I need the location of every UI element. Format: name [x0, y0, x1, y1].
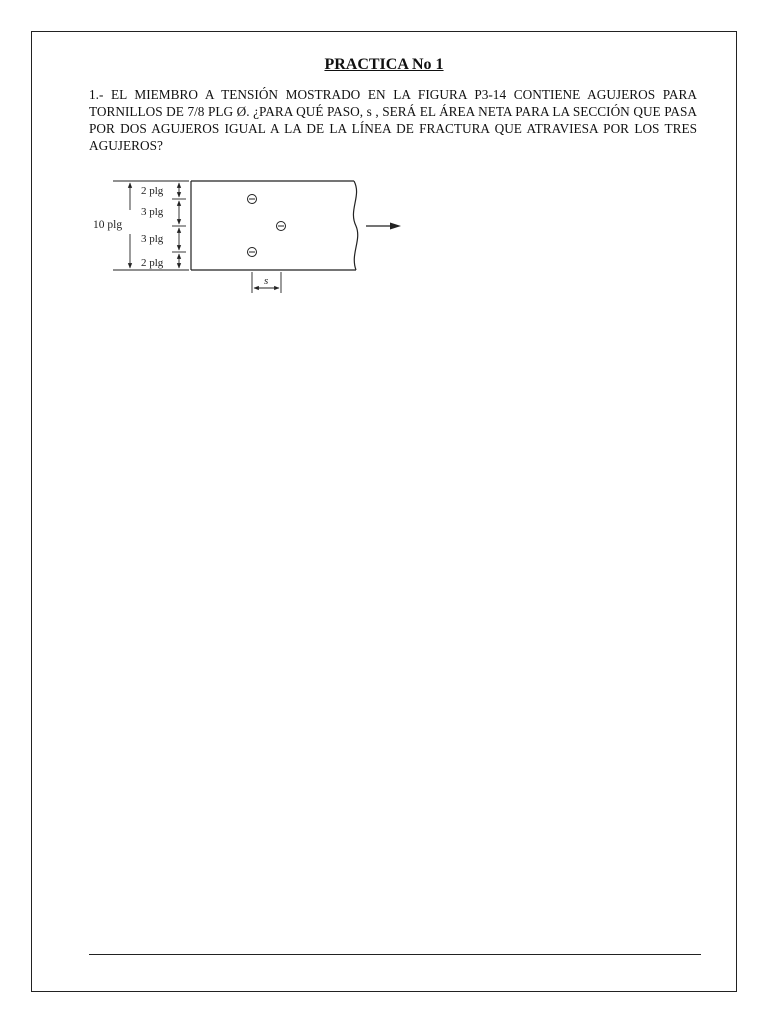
spacing-label: 3 plg [141, 233, 164, 245]
page-title: PRACTICA No 1 [324, 56, 444, 73]
spacing-label: 3 plg [141, 206, 164, 218]
tension-arrow [366, 223, 401, 230]
bolt-hole [248, 195, 257, 204]
problem-statement: 1.- EL MIEMBRO A TENSIÓN MOSTRADO EN LA FIGURA P3-14 CONTIENE AGUJEROS PARA TORNILLOS DE 7/8 PLG Ø. ¿PARA QUÉ PASO, s , SERÁ EL ÁREA NETA PARA LA SECCIÓN QUE PASA POR DOS AGUJEROS IGUAL A LA DE LA LÍNEA DE FRACTURA QUE ATRAVIESA POR LOS TRES AGUJEROS? [89, 87, 697, 153]
footer-rule [89, 954, 701, 955]
spacing-dimensions [172, 183, 186, 268]
spacing-label: 2 plg [141, 257, 164, 269]
bolt-hole [277, 222, 286, 231]
width-label: 10 plg [93, 219, 123, 231]
tension-member-figure [85, 175, 415, 300]
spacing-label: 2 plg [141, 185, 164, 197]
bolt-hole [248, 248, 257, 257]
pitch-label: s [264, 275, 269, 287]
plate-outline [191, 181, 358, 270]
